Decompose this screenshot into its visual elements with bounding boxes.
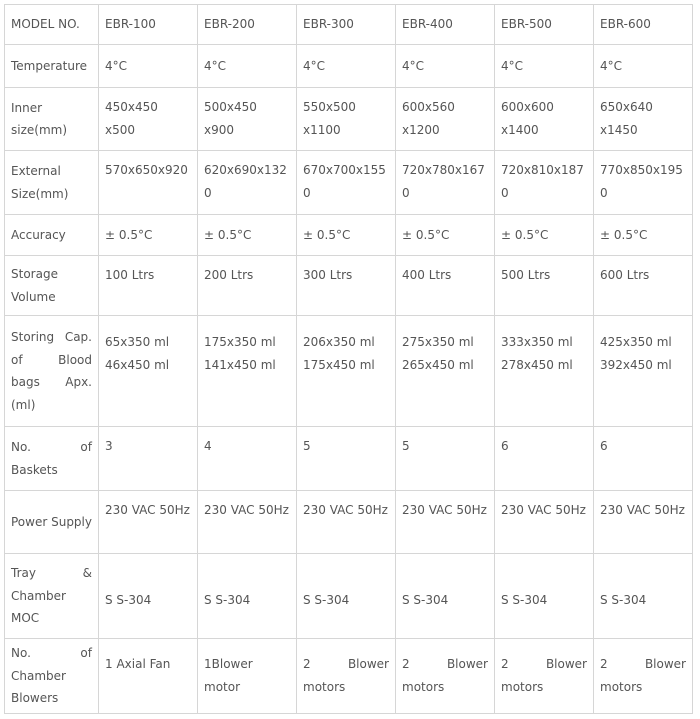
- cell-value: [495, 215, 594, 256]
- cell-text: 5: [303, 439, 311, 453]
- row-label: [5, 88, 99, 151]
- cell-text: 770x850x1950: [600, 163, 683, 200]
- cell-text: 46x450 ml: [105, 357, 170, 372]
- table-row: [5, 491, 693, 554]
- cell-value: [396, 151, 495, 215]
- cell-text: 206x350 ml: [303, 335, 375, 349]
- cell-text: ± 0.5°C: [600, 227, 648, 242]
- cell-text: 1 Axial Fan: [105, 657, 171, 671]
- cell-value: [99, 45, 198, 88]
- cell-text: S S-304: [105, 592, 152, 607]
- cell-value: [495, 256, 594, 316]
- cell-text: 1Blower motor: [204, 657, 253, 694]
- cell-text: 392x450 ml: [600, 357, 672, 372]
- cell-text: 500 Ltrs: [501, 268, 551, 282]
- row-label: [5, 215, 99, 256]
- cell-value: [594, 554, 693, 639]
- row-label: [5, 151, 99, 215]
- table-row: [5, 215, 693, 256]
- cell-text: 230 VAC 50Hz: [600, 503, 685, 517]
- cell-value: [99, 88, 198, 151]
- cell-text: 4°C: [402, 58, 425, 73]
- cell-value: [396, 491, 495, 554]
- cell-value: [396, 316, 495, 427]
- cell-text: ± 0.5°C: [303, 227, 351, 242]
- cell-text: ± 0.5°C: [402, 227, 450, 242]
- cell-text: 600x560 x1200: [402, 100, 455, 137]
- cell-text: 500x450 x900: [204, 100, 257, 137]
- spec-table: [4, 4, 693, 714]
- table-row: [5, 427, 693, 491]
- cell-value: [297, 151, 396, 215]
- model-name: EBR-500: [495, 5, 594, 45]
- cell-text: 670x700x1550: [303, 163, 386, 200]
- row-label: [5, 45, 99, 88]
- cell-value: [297, 491, 396, 554]
- cell-value: [495, 639, 594, 714]
- cell-text: 230 VAC 50Hz: [501, 503, 586, 517]
- row-label-text: Storing Cap. of Blood bags Apx. (ml): [11, 330, 92, 412]
- cell-value: [495, 491, 594, 554]
- cell-value: [594, 151, 693, 215]
- cell-value: [594, 316, 693, 427]
- cell-value: [594, 256, 693, 316]
- cell-text: 333x350 ml: [501, 335, 573, 349]
- cell-text: 275x350 ml: [402, 335, 474, 349]
- cell-value: [198, 256, 297, 316]
- row-label-text: Accuracy: [11, 227, 66, 242]
- cell-text: 425x350 ml: [600, 335, 672, 349]
- cell-value: [198, 554, 297, 639]
- row-label: [5, 554, 99, 639]
- cell-value: [297, 256, 396, 316]
- cell-text: 141x450 ml: [204, 357, 276, 372]
- row-label-text: No. of Baskets: [11, 440, 92, 477]
- cell-text: 5: [402, 439, 410, 453]
- cell-text: 230 VAC 50Hz: [402, 503, 487, 517]
- cell-value: [396, 215, 495, 256]
- cell-value: [495, 316, 594, 427]
- cell-value: [297, 45, 396, 88]
- header-label: MODEL NO.: [5, 5, 99, 45]
- cell-text: 4°C: [105, 58, 128, 73]
- cell-text: 4°C: [204, 58, 227, 73]
- row-label: [5, 639, 99, 714]
- row-label-text: Inner size(mm): [11, 100, 68, 137]
- model-name: EBR-600: [594, 5, 693, 45]
- cell-value: [396, 45, 495, 88]
- cell-value: [297, 427, 396, 491]
- cell-value: [495, 427, 594, 491]
- cell-text: 650x640 x1450: [600, 100, 653, 137]
- cell-text: 230 VAC 50Hz: [204, 503, 289, 517]
- cell-text: 600x600 x1400: [501, 100, 554, 137]
- cell-value: [198, 316, 297, 427]
- cell-value: [99, 316, 198, 427]
- cell-text: 6: [600, 439, 608, 453]
- row-label: [5, 256, 99, 316]
- cell-value: [594, 427, 693, 491]
- row-label-text: Temperature: [11, 58, 88, 73]
- cell-value: [297, 639, 396, 714]
- model-name: EBR-100: [99, 5, 198, 45]
- cell-text: 2 Blower motors: [303, 657, 389, 694]
- cell-text: 2 Blower motors: [402, 657, 488, 694]
- cell-value: [495, 554, 594, 639]
- table-row: [5, 151, 693, 215]
- cell-text: 720x780x1670: [402, 163, 485, 200]
- cell-value: [99, 427, 198, 491]
- cell-text: S S-304: [402, 592, 449, 607]
- table-row: [5, 88, 693, 151]
- row-label: [5, 316, 99, 427]
- cell-value: [594, 639, 693, 714]
- cell-text: 550x500 x1100: [303, 100, 356, 137]
- cell-value: [396, 639, 495, 714]
- cell-text: S S-304: [600, 592, 647, 607]
- row-label: [5, 427, 99, 491]
- cell-text: 300 Ltrs: [303, 268, 353, 282]
- cell-text: 400 Ltrs: [402, 268, 452, 282]
- cell-text: 570x650x920: [105, 163, 188, 177]
- cell-value: [297, 554, 396, 639]
- cell-value: [297, 316, 396, 427]
- cell-text: ± 0.5°C: [501, 227, 549, 242]
- cell-value: [99, 554, 198, 639]
- cell-text: 620x690x1320: [204, 163, 287, 200]
- cell-text: 100 Ltrs: [105, 268, 155, 282]
- cell-value: [495, 88, 594, 151]
- cell-text: 720x810x1870: [501, 163, 584, 200]
- cell-text: S S-304: [501, 592, 548, 607]
- cell-value: [99, 491, 198, 554]
- cell-value: [198, 427, 297, 491]
- cell-value: [396, 88, 495, 151]
- table-row: [5, 45, 693, 88]
- cell-value: [396, 256, 495, 316]
- model-name: EBR-400: [396, 5, 495, 45]
- cell-value: [594, 215, 693, 256]
- cell-value: [297, 88, 396, 151]
- cell-text: 600 Ltrs: [600, 268, 650, 282]
- model-name: EBR-200: [198, 5, 297, 45]
- row-label-text: External Size(mm): [11, 164, 69, 201]
- cell-text: 230 VAC 50Hz: [105, 503, 190, 517]
- table-row: [5, 554, 693, 639]
- cell-text: ± 0.5°C: [105, 227, 153, 242]
- cell-value: [297, 215, 396, 256]
- cell-value: [396, 554, 495, 639]
- row-label-text: No. of Chamber Blowers: [11, 646, 92, 706]
- cell-value: [198, 151, 297, 215]
- cell-text: 450x450 x500: [105, 100, 158, 137]
- cell-text: S S-304: [303, 592, 350, 607]
- cell-value: [198, 45, 297, 88]
- cell-value: [99, 639, 198, 714]
- cell-value: [198, 215, 297, 256]
- cell-text: 4°C: [501, 58, 524, 73]
- cell-text: 2 Blower motors: [600, 657, 686, 694]
- cell-value: [594, 45, 693, 88]
- model-name: EBR-300: [297, 5, 396, 45]
- cell-text: S S-304: [204, 592, 251, 607]
- cell-text: 200 Ltrs: [204, 268, 254, 282]
- header-row: [5, 5, 693, 45]
- cell-value: [99, 151, 198, 215]
- cell-text: ± 0.5°C: [204, 227, 252, 242]
- cell-text: 4°C: [600, 58, 623, 73]
- cell-text: 175x350 ml: [204, 335, 276, 349]
- row-label: [5, 491, 99, 554]
- table-row: [5, 316, 693, 427]
- cell-text: 230 VAC 50Hz: [303, 503, 388, 517]
- cell-text: 265x450 ml: [402, 357, 474, 372]
- row-label-text: Power Supply: [11, 514, 92, 529]
- table-row: [5, 256, 693, 316]
- cell-text: 2 Blower motors: [501, 657, 587, 694]
- cell-value: [594, 491, 693, 554]
- cell-text: 4: [204, 439, 212, 453]
- cell-text: 4°C: [303, 58, 326, 73]
- row-label-text: Storage Volume: [11, 267, 58, 304]
- cell-value: [495, 151, 594, 215]
- cell-value: [396, 427, 495, 491]
- cell-value: [198, 491, 297, 554]
- cell-value: [99, 256, 198, 316]
- cell-value: [495, 45, 594, 88]
- cell-text: 6: [501, 439, 509, 453]
- cell-value: [99, 215, 198, 256]
- cell-text: 175x450 ml: [303, 357, 375, 372]
- cell-text: 3: [105, 439, 113, 453]
- cell-text: 65x350 ml: [105, 335, 170, 349]
- cell-value: [594, 88, 693, 151]
- table-row: [5, 639, 693, 714]
- cell-text: 278x450 ml: [501, 357, 573, 372]
- cell-value: [198, 639, 297, 714]
- cell-value: [198, 88, 297, 151]
- row-label-text: Tray & Chamber MOC: [11, 566, 92, 626]
